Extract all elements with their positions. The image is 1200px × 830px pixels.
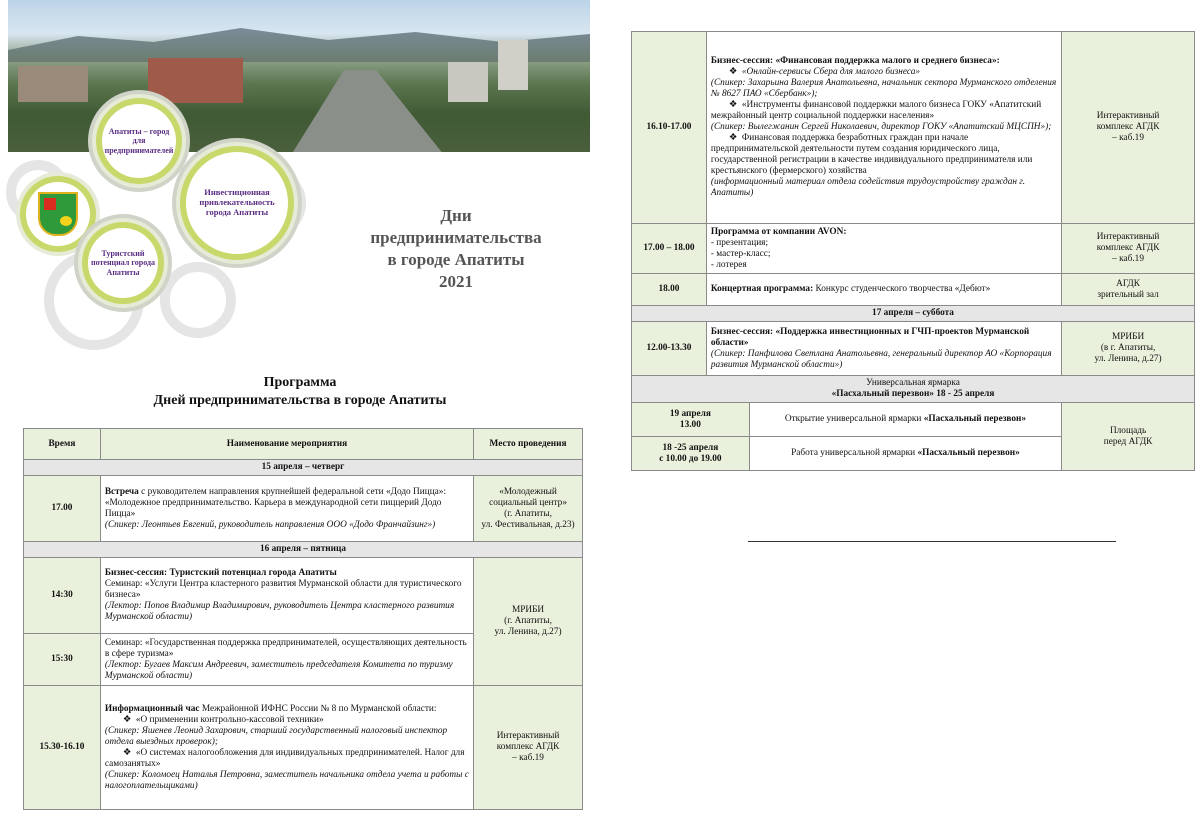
event-description — [706, 32, 1061, 224]
event-speaker: (Спикер: Леонтьев Евгений, руководитель направления ООО «Додо Франчайзинг») — [104, 519, 436, 530]
list-item: - лотерея — [710, 259, 747, 270]
fair-title: Универсальная ярмарка — [866, 378, 960, 388]
table-row — [632, 32, 1195, 224]
event-description — [100, 558, 473, 634]
place-line: зрительный зал — [1097, 289, 1159, 300]
event-time — [632, 403, 750, 437]
event-title: «Пасхальный перезвон» — [923, 414, 1027, 424]
program-title-line: Программа — [263, 375, 337, 390]
event-description — [706, 274, 1061, 306]
event-text: Конкурс студенческого творчества «Дебют» — [813, 284, 991, 294]
place-line: АГДК — [1116, 278, 1140, 289]
place-line: ул. Ленина, д.27) — [494, 627, 562, 637]
program-table-right — [631, 31, 1195, 471]
event-title: Информационный час — [104, 703, 200, 714]
table-row — [632, 224, 1195, 274]
event-time: 12.00-13.30 — [632, 322, 707, 376]
event-description — [100, 634, 473, 686]
event-time: 14:30 — [24, 558, 101, 634]
event-text: Открытие универсальной ярмарки — [784, 414, 924, 424]
table-header-row — [24, 429, 583, 460]
header-event: Наименование мероприятия — [100, 429, 473, 460]
event-place — [474, 558, 583, 686]
event-description — [749, 403, 1061, 437]
event-speaker: (информационный материал отдела содействия трудоустройству граждан г. Апатиты) — [710, 177, 1026, 198]
apatity-coat-of-arms-icon — [38, 192, 78, 236]
event-text: Межрайонной ИФНС России № 8 по Мурманской области: — [199, 703, 437, 714]
event-description — [706, 322, 1061, 376]
gear-label: Апатиты – город для предпринимателей — [104, 127, 174, 155]
gear-label: Туристский потенциал города Апатиты — [90, 249, 156, 277]
event-title: «Пасхальный перезвон» — [917, 448, 1020, 458]
day-label: 16 апреля – пятница — [24, 542, 583, 558]
place-line: – каб.19 — [512, 753, 544, 763]
event-title: Концертная программа: — [710, 284, 814, 294]
event-speaker: (Лектор: Попов Владимир Владимирович, руководитель Центра кластерного развития Мурманской области) — [104, 601, 455, 622]
place-line: перед АГДК — [1103, 436, 1153, 447]
gear-decoration — [160, 262, 236, 338]
program-title — [20, 374, 580, 410]
event-place — [474, 476, 583, 542]
building — [18, 66, 88, 102]
table-row — [632, 274, 1195, 306]
time-line: 18 -25 апреля — [662, 442, 719, 453]
place-line: (в г. Апатиты, — [1100, 343, 1156, 353]
event-place — [1062, 274, 1195, 306]
table-row — [632, 322, 1195, 376]
title-line: предпринимательства — [370, 228, 542, 247]
place-line: Интерактивный — [1096, 232, 1160, 242]
event-text: Семинар: «Услуги Центра кластерного развития Мурманской области для туристического бизнеса» — [104, 579, 462, 600]
event-title: Бизнес-сессия: «Финансовая поддержка малого и среднего бизнеса»: — [710, 56, 1000, 66]
event-time: 15:30 — [24, 634, 101, 686]
event-place — [1062, 403, 1195, 471]
program-subtitle-line: Дней предпринимательства в городе Апатиты — [153, 393, 447, 408]
place-line: Интерактивный — [1096, 111, 1160, 121]
diamond-bullet-icon: ❖ — [122, 714, 132, 725]
time-line: 13.00 — [679, 419, 701, 430]
time-line: 19 апреля — [669, 408, 711, 419]
fair-label — [632, 376, 1195, 403]
building — [498, 40, 528, 90]
bullet-text: «О применении контрольно-кассовой техники» — [135, 714, 324, 725]
table-row — [24, 558, 583, 634]
place-line: – каб.19 — [1112, 133, 1144, 143]
place-line: комплекс АГДК — [1096, 122, 1160, 132]
event-time — [632, 437, 750, 471]
place-line: (г. Апатиты, — [504, 508, 552, 519]
event-time: 17.00 — [24, 476, 101, 542]
building — [448, 62, 488, 102]
list-item: - мастер-класс; — [710, 248, 771, 259]
place-line: «Молодежный социальный центр» — [489, 486, 567, 508]
program-table-left — [23, 428, 583, 810]
table-row — [24, 686, 583, 810]
event-title: Встреча — [104, 486, 139, 497]
place-line: (г. Апатиты, — [504, 616, 552, 626]
building — [148, 58, 243, 103]
place-line: МРИБИ — [511, 605, 545, 615]
title-line: 2021 — [439, 272, 473, 291]
diamond-bullet-icon: ❖ — [728, 67, 738, 77]
event-title: Программа от компании AVON: — [710, 226, 847, 237]
bullet-text: Финансовая поддержка безработных граждан при начале предпринимательской деятельности путем создания юридического лица, государственной регистрации в качестве индивидуального предпринимателя или крестьянского (фермерского) хозяйства — [710, 133, 1033, 176]
bullet-text: «О системах налогообложения для индивидуальных предпринимателей. Налог для самозанятых» — [104, 747, 465, 769]
gear-tourist-potential — [88, 228, 158, 298]
diamond-bullet-icon: ❖ — [728, 133, 738, 143]
event-time: 15.30-16.10 — [24, 686, 101, 810]
event-description — [100, 686, 473, 810]
event-speaker: (Спикер: Яшенев Леонид Захарович, старший государственный налоговый инспектор отдела выездных проверок); — [104, 725, 448, 747]
gear-label: Инвестиционная привлекательность города Апатиты — [199, 187, 275, 217]
event-time: 16.10-17.00 — [632, 32, 707, 224]
day-row — [24, 542, 583, 558]
place-line: Интерактивный — [496, 731, 560, 741]
event-time: 17.00 – 18.00 — [632, 224, 707, 274]
event-text: Работа универсальной ярмарки — [791, 448, 918, 458]
event-text: Семинар: «Государственная поддержка предпринимателей, осуществляющих деятельность в сфере туризма» — [104, 637, 467, 659]
event-description — [706, 224, 1061, 274]
event-speaker: (Спикер: Захарьина Валерия Анатольевна, начальник сектора Мурманского отделения № 8627 ПАО «Сбербанк»); — [710, 78, 1057, 99]
place-line: Площадь — [1109, 425, 1147, 436]
event-description — [749, 437, 1061, 471]
table-row — [632, 403, 1195, 437]
event-speaker: (Спикер: Коломоец Наталья Петровна, заместитель начальника отдела учета и работы с налогоплательщиками) — [104, 769, 469, 791]
place-line: ул. Ленина, д.27) — [1094, 354, 1162, 364]
title-line: в городе Апатиты — [387, 250, 525, 269]
event-time: 18.00 — [632, 274, 707, 306]
event-description — [100, 476, 473, 542]
day-label: 17 апреля – суббота — [632, 306, 1195, 322]
road — [288, 70, 448, 152]
day-row — [632, 306, 1195, 322]
diamond-bullet-icon: ❖ — [728, 100, 738, 110]
gear-city-for-entrepreneurs — [102, 104, 176, 178]
event-place — [1062, 322, 1195, 376]
header-time: Время — [24, 429, 101, 460]
header-place: Место проведения — [474, 429, 583, 460]
event-place — [1062, 32, 1195, 224]
day-label: 15 апреля – четверг — [24, 460, 583, 476]
coat-of-arms-gear — [26, 182, 90, 246]
place-line: комплекс АГДК — [1096, 243, 1160, 253]
diamond-bullet-icon: ❖ — [122, 747, 132, 758]
place-line: ул. Фестивальная, д.23) — [481, 519, 575, 530]
event-speaker: (Спикер: Панфилова Светлана Анатольевна, генеральный директор АО «Корпорация развития Мурманской области») — [710, 348, 1052, 370]
gear-investment-attractiveness — [186, 152, 288, 254]
place-line: – каб.19 — [1112, 254, 1144, 264]
fair-row — [632, 376, 1195, 403]
event-title: Бизнес-сессия: Туристский потенциал города Апатиты — [104, 568, 337, 578]
event-text: с руководителем направления крупнейшей федеральной сети «Додо Пицца»: «Молодежное предпринимательство. Карьера в международной сети пиццерий Додо Пицца» — [104, 486, 447, 519]
event-place — [474, 686, 583, 810]
divider-line — [748, 541, 1116, 542]
bullet-text: «Инструменты финансовой поддержки малого бизнеса ГОКУ «Апатитский межрайонный центр социальной поддержки населения» — [710, 100, 1042, 121]
event-speaker: (Лектор: Бугаев Максим Андреевич, заместитель председателя Комитета по туризму Мурманской области) — [104, 659, 453, 681]
day-row — [24, 460, 583, 476]
event-place — [1062, 224, 1195, 274]
table-row — [24, 476, 583, 542]
title-line: Дни — [440, 206, 472, 225]
fair-subtitle: «Пасхальный перезвон» 18 - 25 апреля — [831, 389, 995, 399]
bullet-text: «Онлайн-сервисы Сбера для малого бизнеса» — [741, 67, 921, 77]
time-line: с 10.00 до 19.00 — [659, 453, 722, 464]
place-line: комплекс АГДК — [496, 742, 560, 752]
list-item: - презентация; — [710, 237, 769, 248]
city-panorama-banner — [8, 0, 590, 152]
event-speaker: (Спикер: Вылегжанин Сергей Николаевич, директор ГОКУ «Апатитский МЦСПН»); — [710, 122, 1052, 132]
event-title: Бизнес-сессия: «Поддержка инвестиционных и ГЧП-проектов Мурманской области» — [710, 326, 1030, 348]
place-line: МРИБИ — [1111, 332, 1145, 342]
days-title — [336, 205, 576, 293]
